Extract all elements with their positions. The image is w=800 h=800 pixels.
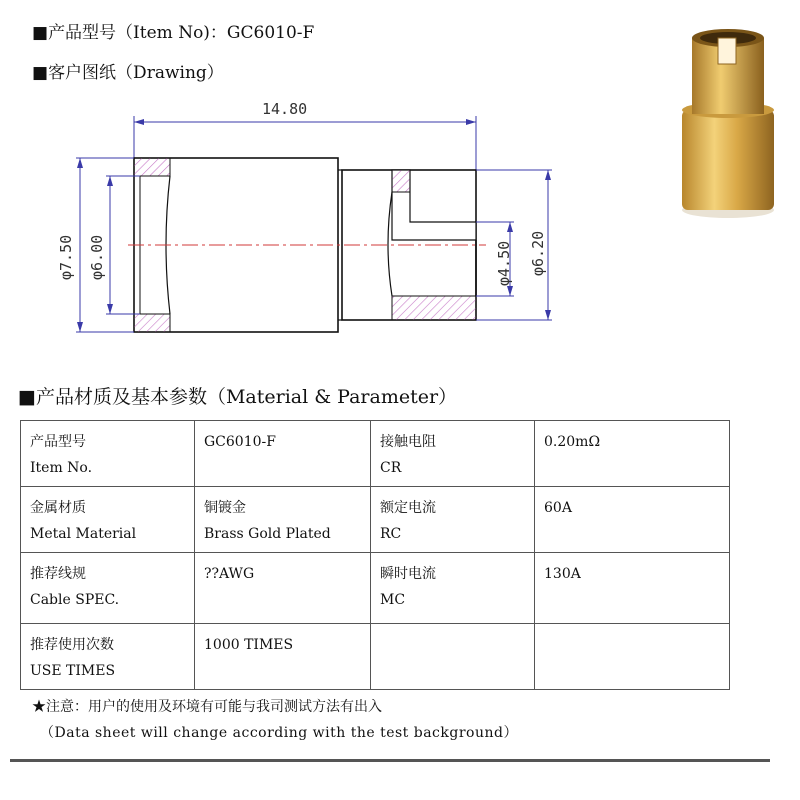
note-line-zh: ★注意：用户的使用及环境有可能与我司测试方法有出入 — [32, 699, 382, 715]
cell-zh: 金属材质 — [30, 500, 86, 516]
inner-diameter-right: φ4.50 — [495, 240, 513, 286]
table-cell — [195, 553, 371, 624]
cell-zh: GC6010-F — [204, 434, 276, 450]
cell-en: USE TIMES — [30, 663, 116, 679]
length-dimension: 14.80 — [262, 100, 308, 118]
cell-zh: 0.20mΩ — [544, 434, 601, 450]
outer-diameter-left: φ7.50 — [57, 234, 75, 280]
table-row — [21, 624, 730, 690]
inner-diameter-left: φ6.00 — [88, 234, 106, 280]
table-cell — [21, 487, 195, 553]
square-bullet: ■ — [18, 386, 36, 408]
table-cell — [535, 624, 730, 690]
cell-en: RC — [380, 526, 402, 542]
table-row — [21, 553, 730, 624]
square-bullet: ■ — [32, 63, 49, 83]
table-cell — [195, 421, 371, 487]
table-cell — [195, 487, 371, 553]
table-cell — [371, 553, 535, 624]
parameter-table — [20, 420, 730, 690]
note-line-en: （Data sheet will change according with the test background） — [40, 725, 518, 741]
outer-diameter-right: φ6.20 — [529, 230, 547, 276]
cell-en: Item No. — [30, 460, 93, 476]
table-cell — [535, 421, 730, 487]
table-cell — [371, 487, 535, 553]
cell-zh: ??AWG — [204, 566, 255, 582]
cell-zh: 1000 TIMES — [204, 637, 294, 653]
table-cell — [371, 421, 535, 487]
table-row — [21, 487, 730, 553]
table-row — [21, 421, 730, 487]
cell-zh: 瞬时电流 — [380, 566, 436, 582]
cell-zh: 60A — [544, 500, 572, 516]
table-cell — [21, 421, 195, 487]
table-cell — [371, 624, 535, 690]
cell-zh: 推荐线规 — [30, 566, 86, 582]
cell-zh: 产品型号 — [30, 434, 86, 450]
table-cell — [195, 624, 371, 690]
technical-drawing — [40, 90, 620, 350]
cell-zh: 130A — [544, 566, 581, 582]
material-heading — [18, 382, 457, 409]
cell-zh: 接触电阻 — [380, 434, 436, 450]
table-cell — [21, 553, 195, 624]
cell-en: Brass Gold Plated — [204, 526, 331, 542]
square-bullet: ■ — [32, 23, 49, 43]
material-title: 产品材质及基本参数（Material & Parameter） — [35, 386, 458, 408]
drawing-heading — [32, 58, 224, 83]
table-cell — [535, 487, 730, 553]
product-photo — [672, 24, 784, 224]
cell-zh: 铜镀金 — [204, 500, 246, 516]
cell-en: MC — [380, 592, 406, 608]
cell-zh: 额定电流 — [380, 500, 436, 516]
disclaimer-note — [32, 694, 518, 746]
drawing-label: 客户图纸（Drawing） — [48, 63, 224, 83]
cell-en: CR — [380, 460, 402, 476]
table-cell — [535, 553, 730, 624]
cell-en: Cable SPEC. — [30, 592, 120, 608]
cell-en: Metal Material — [30, 526, 137, 542]
bottom-divider — [10, 759, 770, 762]
table-cell — [21, 624, 195, 690]
cell-zh: 推荐使用次数 — [30, 637, 114, 653]
item-no-heading — [32, 18, 314, 43]
item-no-label: 产品型号（Item No)：GC6010-F — [48, 23, 315, 43]
